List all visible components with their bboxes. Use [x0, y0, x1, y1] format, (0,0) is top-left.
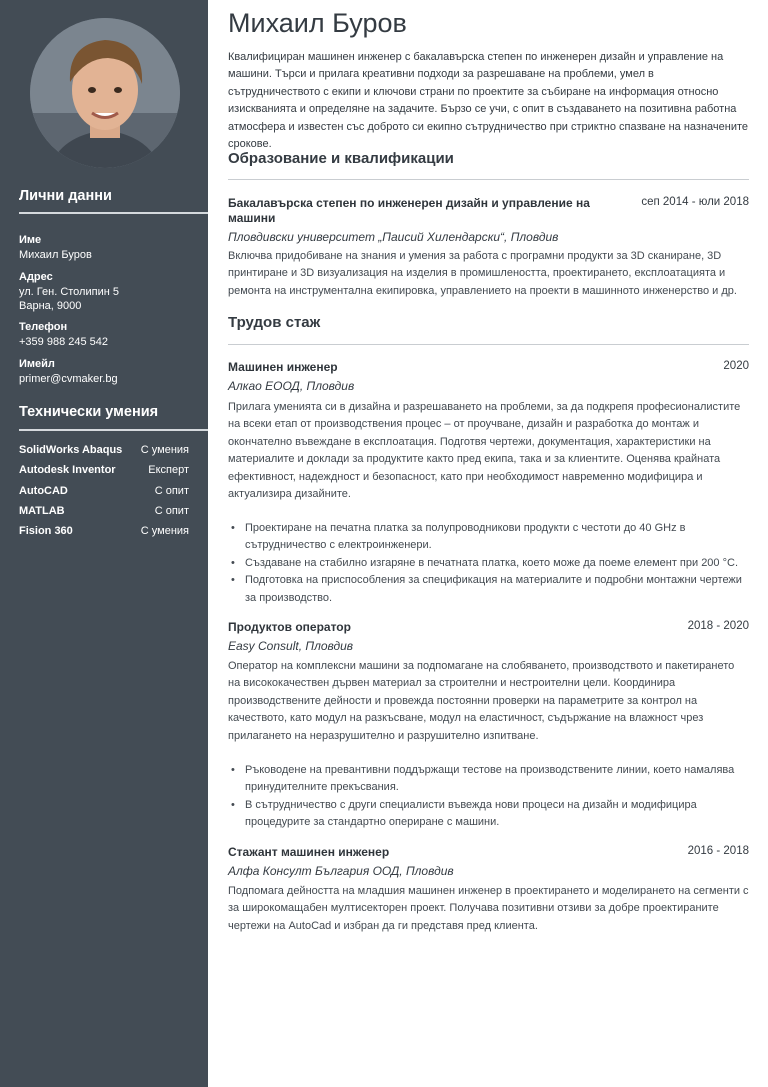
email-value: primer@cvmaker.bg [19, 373, 118, 385]
education-dates: сеп 2014 - юли 2018 [641, 196, 749, 208]
job-title: Стажант машинен инженер [228, 845, 390, 859]
skill-level: Експерт [148, 464, 189, 476]
job-description: Подпомага дейността на младшия машинен инженер в проектирането и моделирането на сегменти с за широкомащабен мултисекторен проект. Получава позитивни отзиви за добре проектираните чертежи на AutoCad и избран да ги представя пред клиента. [228, 885, 749, 932]
divider [228, 344, 749, 345]
person-name: Михаил Буров [228, 8, 407, 38]
skill-row [19, 444, 189, 456]
sidebar [0, 0, 208, 1087]
skill-name: AutoCAD [19, 485, 68, 497]
education-heading: Образование и квалификации [228, 150, 454, 167]
education-institution: Пловдивски университет „Паисий Хилендарски“, Пловдив [228, 230, 559, 244]
divider [19, 212, 208, 214]
divider [228, 179, 749, 180]
skills-heading: Технически умения [19, 404, 159, 420]
skill-level: С опит [154, 505, 189, 517]
skill-row [19, 525, 189, 537]
job-dates: 2018 - 2020 [687, 620, 749, 632]
job-dates: 2020 [723, 360, 749, 372]
personal-data-heading: Лични данни [19, 188, 112, 204]
job-company: Алкао ЕООД, Пловдив [228, 379, 355, 393]
job-description: Оператор на комплексни машини за подпомагане на слобяването, производството и пакетирането на висококачествен дървен материал за строителни и нестроителни цели. Координира производствените дейности и провежда постоянни проверки на параметрите за контрол на качеството, като модул на разкъсване, модул на еластичност, съдържание на влажност чрез прилагането на неразрушително и разрушително изпитване. [228, 660, 735, 742]
list-item: • Проектиране на печатна платка за полупроводникови продукти с честоти до 40 GHz в сътрудничество с електроинженери. [228, 520, 749, 555]
profile-photo [30, 18, 180, 168]
degree-title: Бакалавърска степен по инженерен дизайн и управление на машини [228, 196, 590, 225]
list-item: • Подготовка на приспособления за спецификация на материалите и подробни монтажни чертежи за производство. [228, 572, 749, 607]
list-item: • Създаване на стабилно изгаряне в печатната платка, което може да поеме елемент при 200 °C. [228, 555, 749, 572]
divider [19, 429, 208, 431]
address-line-2: Варна, 9000 [19, 300, 82, 312]
name-label: Име [19, 234, 42, 246]
address-line-1: ул. Ген. Столипин 5 [19, 286, 119, 298]
job-company: Easy Consult, Пловдив [228, 639, 354, 653]
skill-name: Fision 360 [19, 525, 73, 537]
job-description: Прилага уменията си в дизайна и разрешаването на проблеми, за да подкрепя професионалистите на всеки етап от производствения процес – от проучване, дизайн и разработка до монтаж и окончателно въвеждане в експлоатация. Подготвя чертежи, документация, характеристики на материалите и доклади за продуктите както пред екипа, така и за клиентите. Оценява крайната ефективност, надеждност и безопасност, като при необходимост навременно модифицира и актуализира дизайните. [228, 401, 741, 501]
skill-level: С умения [140, 444, 189, 456]
job-company: Алфа Консулт България ООД, Пловдив [228, 864, 454, 878]
summary-paragraph: Квалифициран машинен инженер с бакалавърска степен по инженерен дизайн и управление на машини. Търси и прилага креативни подходи за разрешаване на проблеми, умел в сътрудничеството с екипи и ключови страни по проектите за събиране на информация относно изискванията и определяне на задачите. Бързо се учи, с опит в създаването на позитивна работна атмосфера и известен със доброто си екипно сътрудничество при стриктно спазване на назначените срокове. [228, 51, 749, 151]
email-label: Имейл [19, 358, 55, 370]
experience-heading: Трудов стаж [228, 314, 321, 331]
name-value: Михаил Буров [19, 249, 92, 261]
job-dates: 2016 - 2018 [687, 845, 749, 857]
skill-level: С умения [140, 525, 189, 537]
skill-name: SolidWorks Abaqus [19, 444, 123, 456]
skill-row [19, 485, 189, 497]
job-title: Продуктов оператор [228, 620, 351, 634]
skill-level: С опит [154, 485, 189, 497]
address-label: Адрес [19, 271, 53, 283]
education-description: Включва придобиване на знания и умения за работа с програмни продукти за 3D сканиране, 3D принтиране и 3D визуализация на изделия в промишлеността, проектирането, експлоатацията и ремонта на инструментална екипировка, управлението на проекти в машинното инженерство и др. [228, 250, 737, 297]
skill-row [19, 505, 189, 517]
list-item: • Ръководене на превантивни поддържащи тестове на производствените линии, което намалява принудителните прекъсвания. [228, 762, 749, 797]
phone-value: +359 988 245 542 [19, 336, 109, 348]
job-bullets [228, 520, 749, 607]
phone-label: Телефон [19, 321, 68, 333]
job-bullets [228, 762, 749, 832]
skill-name: MATLAB [19, 505, 65, 517]
skill-name: Autodesk Inventor [19, 464, 116, 476]
job-title: Машинен инженер [228, 360, 338, 374]
skill-row [19, 464, 189, 476]
list-item: • В сътрудничество с други специалисти въвежда нови процеси на дизайн и модифицира процедурите за стандартно опериране с машини. [228, 797, 749, 832]
